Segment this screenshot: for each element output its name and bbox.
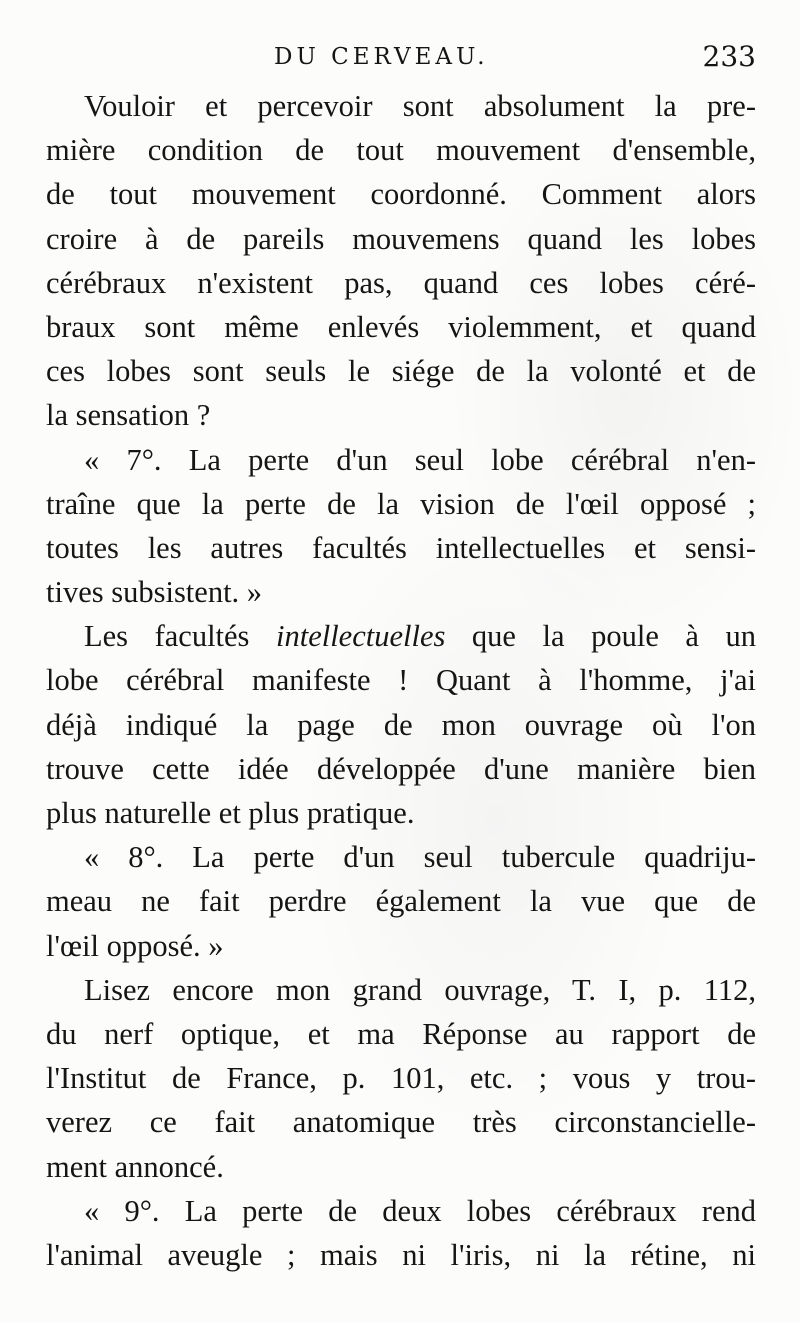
text-line: de tout mouvement coordonné. Comment alors: [46, 177, 756, 212]
text-line: [46, 614, 756, 658]
text-line: verez ce fait anatomique très circonstancielle-: [46, 1105, 756, 1140]
text-line: braux sont même enlevés violemment, et quand: [46, 309, 756, 344]
text-line: cérébraux n'existent pas, quand ces lobes céré-: [46, 265, 756, 300]
page-number: 233: [702, 40, 756, 73]
text-line: trouve cette idée développée d'une manière bien: [46, 751, 756, 786]
text-line: plus naturelle et plus pratique.: [46, 796, 415, 830]
text-line: du nerf optique, et ma Réponse au rapport de: [46, 1016, 756, 1051]
text-line: déjà indiqué la page de mon ouvrage où l'on: [46, 707, 756, 742]
italic-word: intellectuelles: [276, 619, 446, 654]
text-line: l'œil opposé. »: [46, 928, 224, 963]
text-line: croire à de pareils mouvemens quand les lobes: [46, 221, 756, 256]
text-line: toutes les autres facultés intellectuelles et sensi-: [46, 530, 756, 565]
text-line: l'animal aveugle ; mais ni l'iris, ni la rétine, ni: [46, 1237, 756, 1272]
paragraph: [46, 438, 756, 615]
text-line: ment annoncé.: [46, 1149, 224, 1184]
text-line: tives subsistent. »: [46, 575, 263, 610]
text-line: « 8°. La perte d'un seul tubercule quadriju-: [84, 840, 756, 875]
text-line: « 7°. La perte d'un seul lobe cérébral n'en-: [84, 442, 756, 477]
paragraph: [46, 1189, 756, 1277]
running-title: DU CERVEAU.: [274, 44, 489, 70]
text-line: meau ne fait perdre également la vue que de: [46, 884, 756, 919]
text-line: la sensation ?: [46, 398, 211, 433]
paragraph: [46, 835, 756, 968]
text-line: mière condition de tout mouvement d'ensemble,: [46, 133, 756, 168]
text-line: l'Institut de France, p. 101, etc. ; vous y trou-: [46, 1061, 756, 1096]
text-line: lobe cérébral manifeste ! Quant à l'homme, j'ai: [46, 663, 756, 698]
text-span: que la poule à un: [445, 619, 757, 654]
text-line: « 9°. La perte de deux lobes cérébraux rend: [84, 1193, 756, 1228]
text-line: Lisez encore mon grand ouvrage, T. I, p. 112,: [84, 972, 756, 1007]
text-span: Les facultés: [84, 619, 276, 654]
running-head: [46, 40, 756, 84]
paragraph: [46, 614, 756, 835]
paragraph: [46, 968, 756, 1189]
text-line: traîne que la perte de la vision de l'œil opposé ;: [46, 486, 756, 521]
paragraph: [46, 84, 756, 438]
text-line: ces lobes sont seuls le siége de la volonté et de: [46, 354, 756, 389]
body-text: [46, 84, 756, 1277]
text-line: Vouloir et percevoir sont absolument la pre-: [84, 89, 756, 123]
